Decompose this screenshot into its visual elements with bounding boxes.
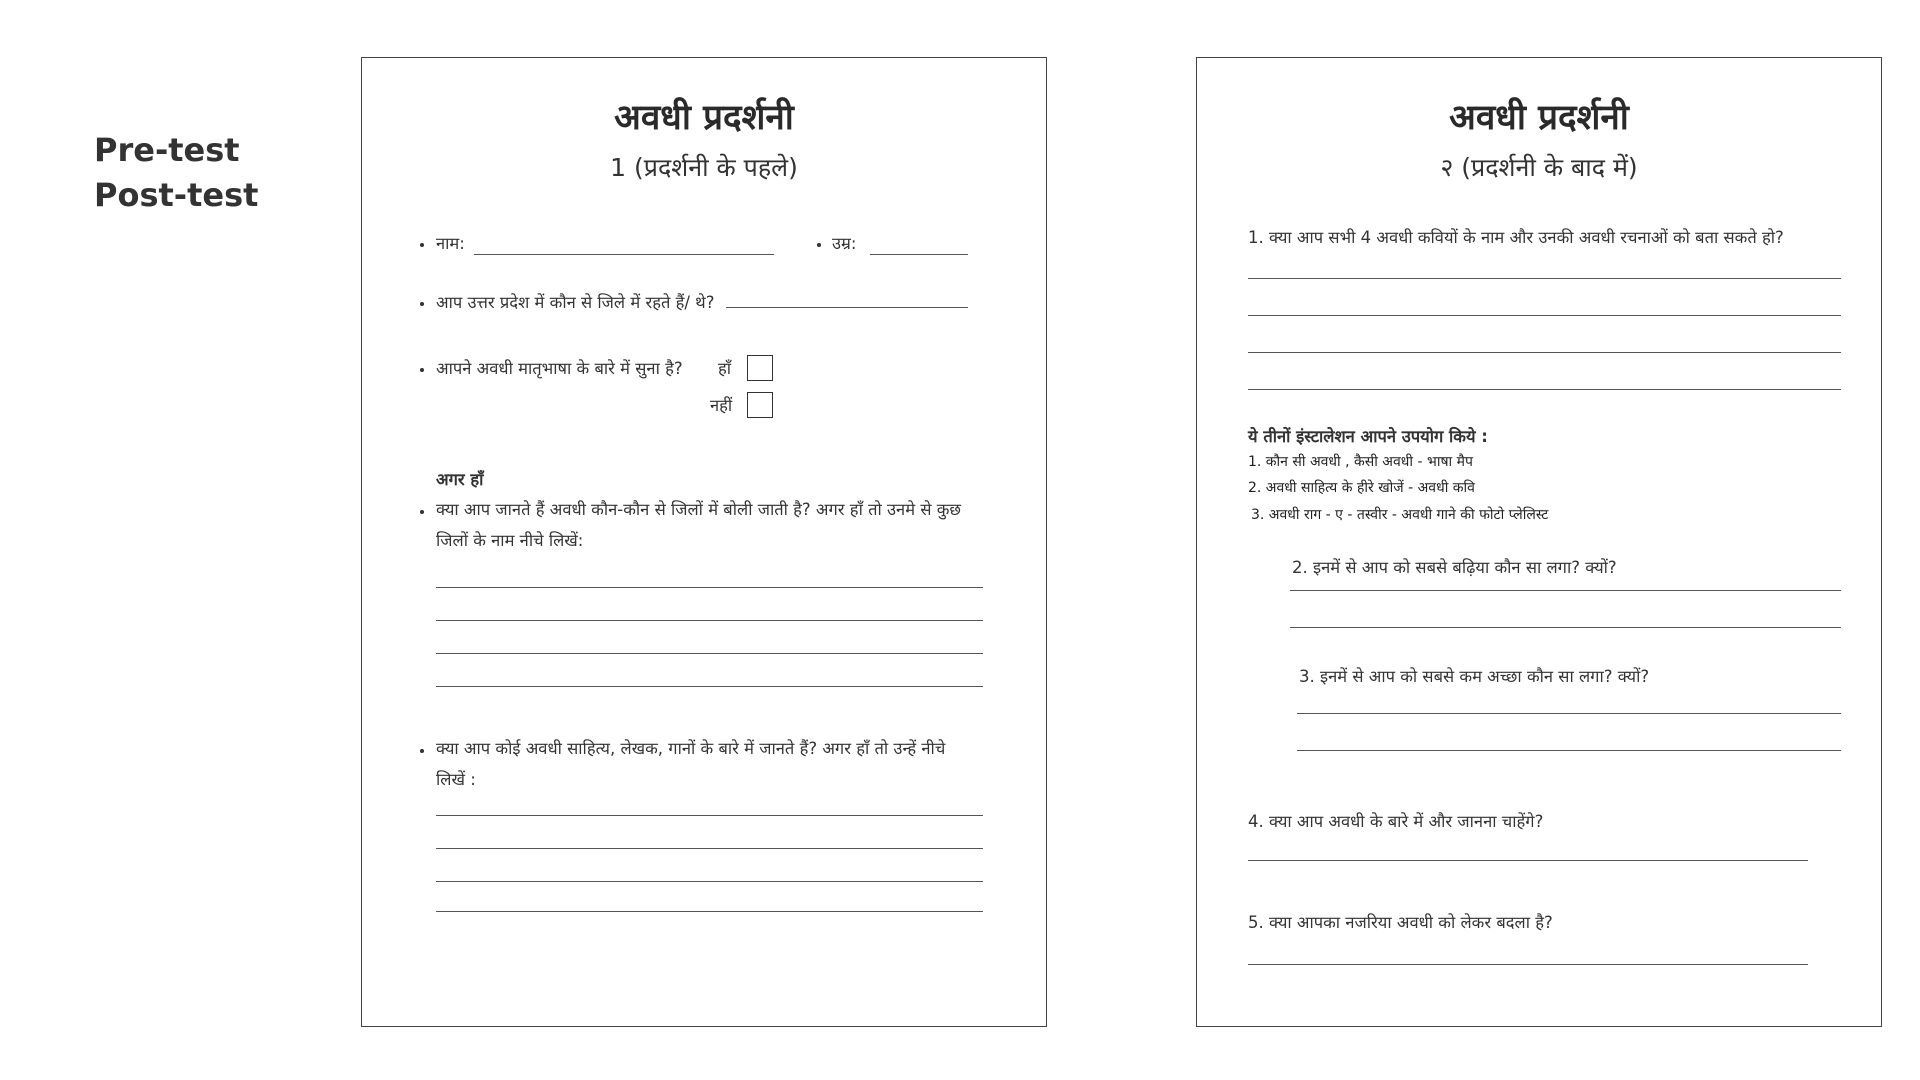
answer-line[interactable] bbox=[1248, 352, 1841, 353]
districts-question: क्या आप जानते हैं अवधी कौन-कौन से जिलों में बोली जाती है? अगर हाँ तो उनमे से कुछ जिलों के नाम नीचे लिखें: bbox=[436, 500, 961, 550]
yes-label: हाँ bbox=[718, 359, 732, 378]
question-5: 5. क्या आपका नजरिया अवधी को लेकर बदला है? bbox=[1248, 913, 1553, 932]
answer-line[interactable] bbox=[436, 848, 983, 849]
question-1: 1. क्या आप सभी 4 अवधी कवियों के नाम और उनकी अवधी रचनाओं को बता सकते हो? bbox=[1248, 228, 1784, 247]
question-3: 3. इनमें से आप को सबसे कम अच्छा कौन सा लगा? क्यों? bbox=[1299, 667, 1650, 686]
answer-line[interactable] bbox=[436, 686, 983, 687]
bullet bbox=[420, 749, 424, 753]
pre-test-sheet bbox=[361, 57, 1047, 1027]
installations-heading: ये तीनों इंस्टालेशन आपने उपयोग किये : bbox=[1248, 427, 1488, 446]
answer-line[interactable] bbox=[1248, 964, 1808, 965]
bullet bbox=[420, 368, 424, 372]
post-test-sheet bbox=[1196, 57, 1882, 1027]
age-field-line[interactable] bbox=[870, 254, 968, 255]
pre-test-label: Pre-test bbox=[94, 131, 240, 169]
side-labels bbox=[94, 128, 258, 218]
district-question: आप उत्तर प्रदेश में कौन से जिले में रहते हैं/ थे? bbox=[436, 293, 715, 312]
installation-item: 3. अवधी राग - ए - तस्वीर - अवधी गाने की फोटो प्लेलिस्ट bbox=[1251, 507, 1549, 523]
yes-checkbox[interactable] bbox=[747, 355, 773, 381]
answer-line[interactable] bbox=[436, 911, 983, 912]
sheet-title: अवधी प्रदर्शनी bbox=[614, 98, 794, 138]
answer-line[interactable] bbox=[436, 881, 983, 882]
bullet bbox=[420, 243, 424, 247]
answer-line[interactable] bbox=[436, 815, 983, 816]
heard-question: आपने अवधी मातृभाषा के बारे में सुना है? bbox=[436, 359, 683, 378]
if-yes-heading: अगर हाँ bbox=[436, 470, 484, 489]
name-label: नाम: bbox=[436, 234, 465, 253]
answer-line[interactable] bbox=[1297, 750, 1841, 751]
sheet-subtitle: 1 (प्रदर्शनी के पहले) bbox=[610, 153, 798, 182]
sheet-subtitle: २ (प्रदर्शनी के बाद में) bbox=[1440, 153, 1638, 182]
answer-line[interactable] bbox=[436, 653, 983, 654]
bullet bbox=[420, 302, 424, 306]
bullet bbox=[817, 243, 821, 247]
answer-line[interactable] bbox=[1290, 590, 1841, 591]
answer-line[interactable] bbox=[1297, 713, 1841, 714]
sheet-title: अवधी प्रदर्शनी bbox=[1449, 98, 1629, 138]
district-field-line[interactable] bbox=[726, 307, 968, 308]
answer-line[interactable] bbox=[436, 620, 983, 621]
name-field-line[interactable] bbox=[474, 254, 774, 255]
literature-question: क्या आप कोई अवधी साहित्य, लेखक, गानों के बारे में जानते हैं? अगर हाँ तो उन्हें नीचे लिखें : bbox=[436, 739, 946, 789]
question-4: 4. क्या आप अवधी के बारे में और जानना चाहेंगे? bbox=[1248, 812, 1544, 831]
answer-line[interactable] bbox=[1290, 627, 1841, 628]
answer-line[interactable] bbox=[436, 587, 983, 588]
answer-line[interactable] bbox=[1248, 389, 1841, 390]
bullet bbox=[420, 510, 424, 514]
no-label: नहीं bbox=[710, 396, 733, 415]
post-test-label: Post-test bbox=[94, 176, 259, 214]
no-checkbox[interactable] bbox=[747, 392, 773, 418]
question-2: 2. इनमें से आप को सबसे बढ़िया कौन सा लगा? क्यों? bbox=[1292, 558, 1617, 577]
answer-line[interactable] bbox=[1248, 278, 1841, 279]
answer-line[interactable] bbox=[1248, 315, 1841, 316]
age-label: उम्र: bbox=[832, 234, 857, 253]
installation-item: 2. अवधी साहित्य के हीरे खोजें - अवधी कवि bbox=[1248, 480, 1475, 496]
answer-line[interactable] bbox=[1248, 860, 1808, 861]
installation-item: 1. कौन सी अवधी , कैसी अवधी - भाषा मैप bbox=[1248, 454, 1473, 470]
